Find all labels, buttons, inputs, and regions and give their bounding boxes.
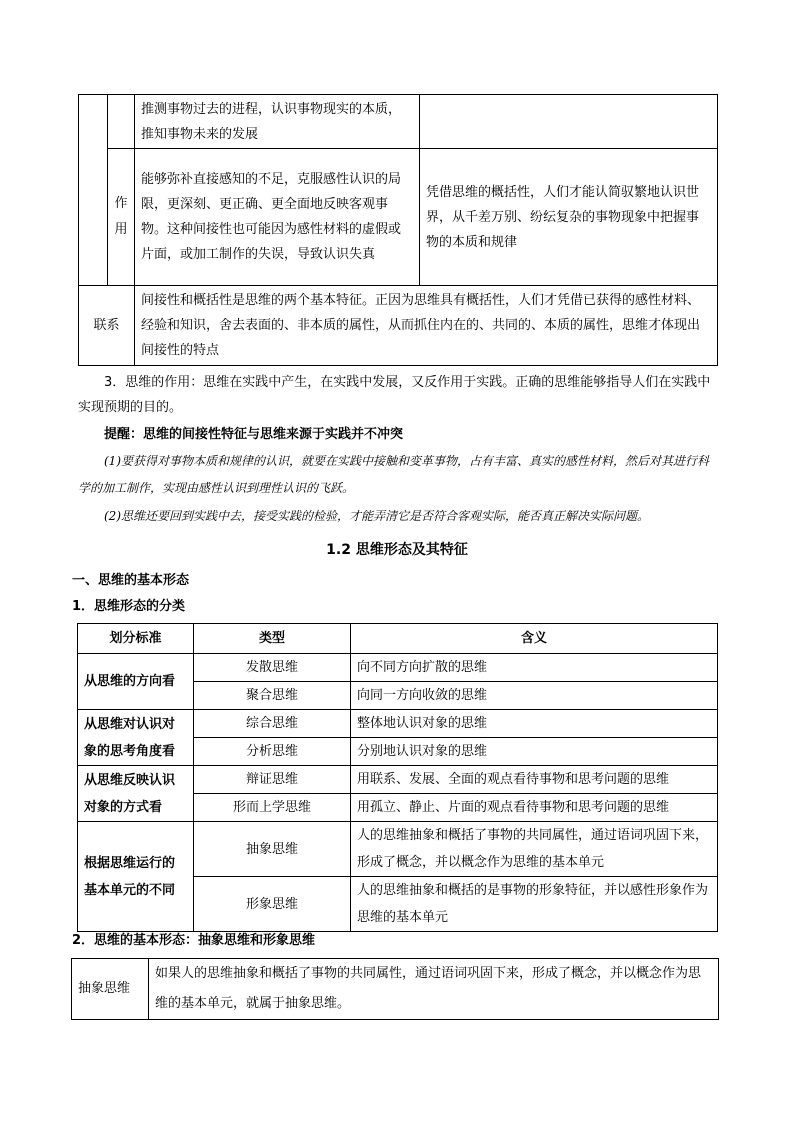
criterion-cell: 根据思维运行的基本单元的不同 [78, 822, 194, 932]
type-cell: 综合思维 [194, 710, 351, 738]
meaning-cell: 人的思维抽象和概括的是事物的形象特征，并以感性形象作为思维的基本单元 [351, 877, 718, 932]
lianxi-label: 联系 [79, 286, 135, 366]
criterion-cell: 从思维的方向看 [78, 654, 194, 710]
features-table [78, 94, 718, 366]
type-cell: 形象思维 [194, 877, 351, 932]
meaning-cell: 整体地认识对象的思维 [351, 710, 718, 738]
type-cell: 辩证思维 [194, 766, 351, 794]
heading-classification: 1．思维形态的分类 [72, 599, 186, 614]
classification-table [77, 623, 718, 932]
meaning-cell: 分别地认识对象的思维 [351, 738, 718, 766]
tip-item-2: (2)思维还要回到实践中去，接受实践的检验，才能弄清它是否符合客观实际，能否真正解决实际问题。 [104, 509, 650, 523]
meaning-cell: 向同一方向收敛的思维 [351, 682, 718, 710]
empty-cell [108, 95, 135, 149]
abstract-text: 如果人的思维抽象和概括了事物的共同属性，通过语词巩固下来，形成了概念，并以概念作为思维的基本单元，就属于抽象思维。 [149, 959, 719, 1020]
type-cell: 抽象思维 [194, 822, 351, 877]
abstract-label: 抽象思维 [72, 959, 149, 1020]
thinking-role-paragraph: 3．思维的作用：思维在实践中产生，在实践中发展，又反作用于实践。正确的思维能够指导人们在实践中实现预期的目的。 [78, 375, 711, 415]
type-cell: 分析思维 [194, 738, 351, 766]
meaning-cell: 用孤立、静止、片面的观点看待事物和思考问题的思维 [351, 794, 718, 822]
type-cell: 聚合思维 [194, 682, 351, 710]
heading-basic-forms: 一、思维的基本形态 [72, 573, 190, 588]
section-title: 1.2 思维形态及其特征 [326, 542, 468, 558]
general-role-cell: 凭借思维的概括性，人们才能认简驭繁地认识世界，从千差万别、纷纭复杂的事物现象中把握事物的本质和规律 [420, 149, 718, 286]
type-cell: 形而上学思维 [194, 794, 351, 822]
empty-cell [79, 95, 108, 286]
empty-right-cell [420, 95, 718, 149]
meaning-cell: 向不同方向扩散的思维 [351, 654, 718, 682]
header-meaning: 含义 [351, 624, 718, 654]
header-type: 类型 [194, 624, 351, 654]
header-criterion: 划分标准 [78, 624, 194, 654]
heading-basic-types: 2．思维的基本形态：抽象思维和形象思维 [72, 933, 316, 948]
process-cell: 推测事物过去的进程，认识事物现实的本质，推知事物未来的发展 [135, 95, 420, 149]
meaning-cell: 人的思维抽象和概括了事物的共同属性，通过语词巩固下来，形成了概念，并以概念作为思维的基本单元 [351, 822, 718, 877]
abstract-thinking-table [71, 958, 719, 1020]
type-cell: 发散思维 [194, 654, 351, 682]
tip-item-1: (1)要获得对事物本质和规律的认识，就要在实践中接触和变革事物，占有丰富、真实的感性材料，然后对其进行科学的加工制作，实现由感性认识到理性认识的飞跃。 [78, 454, 710, 495]
meaning-cell: 用联系、发展、全面的观点看待事物和思考问题的思维 [351, 766, 718, 794]
criterion-cell: 从思维对认识对象的思考角度看 [78, 710, 194, 766]
zuoyong-label: 作 用 [108, 149, 135, 286]
lianxi-text: 间接性和概括性是思维的两个基本特征。正因为思维具有概括性，人们才凭借已获得的感性材料、经验和知识，舍去表面的、非本质的属性，从而抓住内在的、共同的、本质的属性，思维才体现出间接性的特点 [135, 286, 718, 366]
criterion-cell: 从思维反映认识对象的方式看 [78, 766, 194, 822]
indirect-role-cell: 能够弥补直接感知的不足，克服感性认识的局限，更深刻、更正确、更全面地反映客观事物。这种间接性也可能因为感性材料的虚假或片面，或加工制作的失误，导致认识失真 [135, 149, 420, 286]
tip-title: 提醒：思维的间接性特征与思维来源于实践并不冲突 [104, 427, 404, 442]
